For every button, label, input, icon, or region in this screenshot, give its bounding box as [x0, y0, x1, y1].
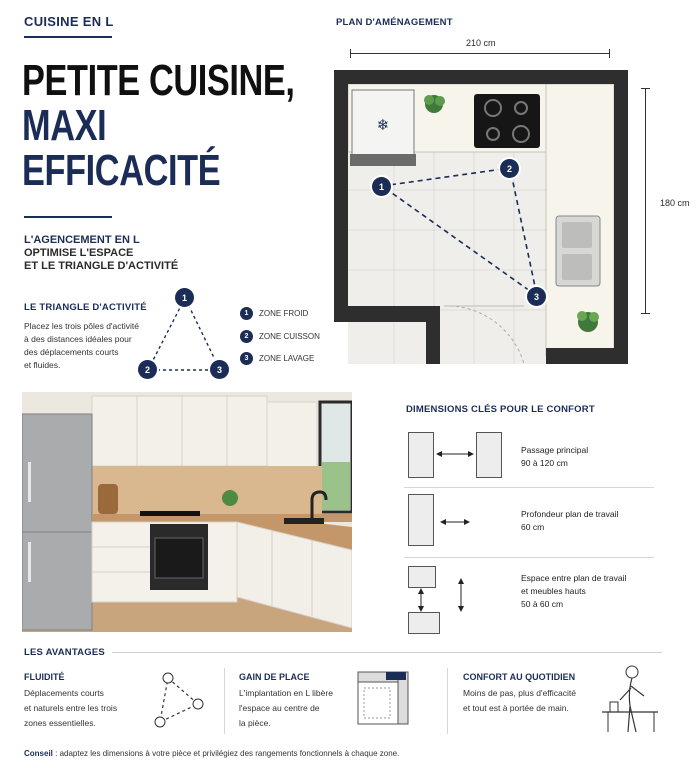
kicker-underline: [24, 36, 112, 38]
legend-item: [240, 352, 314, 365]
title-line-3: EFFICACITÉ: [22, 146, 221, 195]
page-title: [22, 58, 295, 193]
legend-badge: 3: [240, 352, 253, 365]
arrow-icon: [415, 588, 427, 612]
width-dimension-line: [350, 53, 610, 54]
dimension-label: Profondeur plan de travail: [521, 509, 619, 519]
dimensions-heading: DIMENSIONS CLÉS POUR LE CONFORT: [406, 404, 595, 415]
advantage-line: la pièce.: [239, 718, 271, 728]
cooktop: [474, 94, 540, 148]
triangle-heading: LE TRIANGLE D'ACTIVITÉ: [24, 302, 147, 313]
base-cabinet-shape: [408, 612, 440, 634]
advantage-item: [463, 672, 603, 716]
divider: [404, 557, 654, 558]
advantage-text: [24, 686, 154, 731]
cabinet-shape: [408, 494, 434, 546]
advantage-line: Moins de pas, plus d'efficacité: [463, 688, 576, 698]
triangle-text-line: à des distances idéales pour: [24, 334, 132, 344]
triangle-node-2: 2: [138, 360, 157, 379]
triangle-text-line: Placez les trois pôles d'activité: [24, 321, 140, 331]
dimension-label-2: et meubles hauts: [521, 586, 586, 596]
legend-item: [240, 307, 308, 320]
advantage-item: [24, 672, 154, 731]
plan-node-2: 2: [500, 159, 519, 178]
advantage-line: l'espace au centre de: [239, 703, 320, 713]
advantages-separator: [447, 668, 448, 734]
dimension-tick: [641, 88, 650, 89]
snowflake-icon: ❄: [376, 116, 390, 134]
advantage-line: L'implantation en L libère: [239, 688, 333, 698]
advantages-heading: LES AVANTAGES: [24, 647, 105, 658]
dimension-tick: [609, 49, 610, 58]
cabinet-shape: [476, 432, 502, 478]
dimension-label: Passage principal: [521, 445, 589, 455]
title-underline: [24, 216, 112, 218]
advantage-text: [463, 686, 603, 716]
arrow-icon: [436, 448, 474, 460]
advantage-title: FLUIDITÉ: [24, 672, 65, 682]
advantages-separator: [224, 668, 225, 734]
advantage-line: et naturels entre les trois: [24, 703, 118, 713]
subtitle-line-1: L'AGENCEMENT EN L: [24, 234, 140, 246]
dimension-label: Espace entre plan de travail: [521, 573, 627, 583]
plan-heading: PLAN D'AMÉNAGEMENT: [336, 17, 453, 28]
plan-node-3: 3: [527, 287, 546, 306]
subtitle-line-2: OPTIMISE L'ESPACE: [24, 247, 134, 259]
triangle-node-3: 3: [210, 360, 229, 379]
dimension-item: [521, 572, 626, 611]
advantage-title: GAIN DE PLACE: [239, 672, 310, 682]
divider: [404, 487, 654, 488]
legend-badge: 2: [240, 330, 253, 343]
kitchen-photo: [22, 392, 352, 632]
advantage-line: zones essentielles.: [24, 718, 96, 728]
advantage-line: Déplacements courts: [24, 688, 104, 698]
page-kicker: CUISINE EN L: [24, 14, 114, 29]
tip-label: Conseil: [24, 749, 53, 758]
legend-item: [240, 330, 320, 343]
plan-height-label: 180 cm: [660, 198, 690, 208]
person-icon: [598, 662, 666, 736]
plan-width-label: 210 cm: [466, 38, 496, 48]
dimension-value: 50 à 60 cm: [521, 599, 564, 609]
triangle-icon: [148, 298, 220, 370]
advantage-item: [239, 672, 359, 731]
legend-label: ZONE CUISSON: [259, 332, 320, 341]
triangle-text-line: et fluides.: [24, 360, 61, 370]
tip-line: [24, 749, 399, 758]
advantages-rule: [112, 652, 662, 653]
triangle-node-1: 1: [175, 288, 194, 307]
dimension-item: [521, 444, 588, 470]
subtitle-line-3: ET LE TRIANGLE D'ACTIVITÉ: [24, 260, 179, 272]
advantage-text: [239, 686, 359, 731]
legend-label: ZONE LAVAGE: [259, 354, 315, 363]
advantage-title: CONFORT AU QUOTIDIEN: [463, 672, 576, 682]
height-dimension-line: [645, 88, 646, 313]
tip-text: : adaptez les dimensions à votre pièce et privilégiez des rangements fonctionnels à chaque zone.: [52, 749, 400, 758]
arrow-icon: [440, 516, 470, 528]
title-line-2: MAXI: [22, 101, 107, 150]
dimension-item: [521, 508, 618, 534]
triangle-text-line: des déplacements courts: [24, 347, 119, 357]
upper-cabinet-shape: [408, 566, 436, 588]
title-line-1: PETITE CUISINE,: [22, 56, 295, 105]
dimension-tick: [641, 313, 650, 314]
cabinet-shape: [408, 432, 434, 478]
plan-node-1: 1: [372, 177, 391, 196]
legend-label: ZONE FROID: [259, 309, 309, 318]
triangle-icon: [152, 670, 208, 730]
legend-badge: 1: [240, 307, 253, 320]
triangle-text: [24, 320, 144, 372]
floor-plan: [334, 70, 628, 370]
dimension-value: 90 à 120 cm: [521, 458, 568, 468]
dimension-value: 60 cm: [521, 522, 545, 532]
kitchen-illustration: [22, 392, 352, 632]
dimension-tick: [350, 49, 351, 58]
subtitle: [24, 234, 178, 273]
arrow-icon: [455, 578, 467, 612]
advantage-line: et tout est à portée de main.: [463, 703, 569, 713]
l-layout-icon: [356, 668, 412, 728]
